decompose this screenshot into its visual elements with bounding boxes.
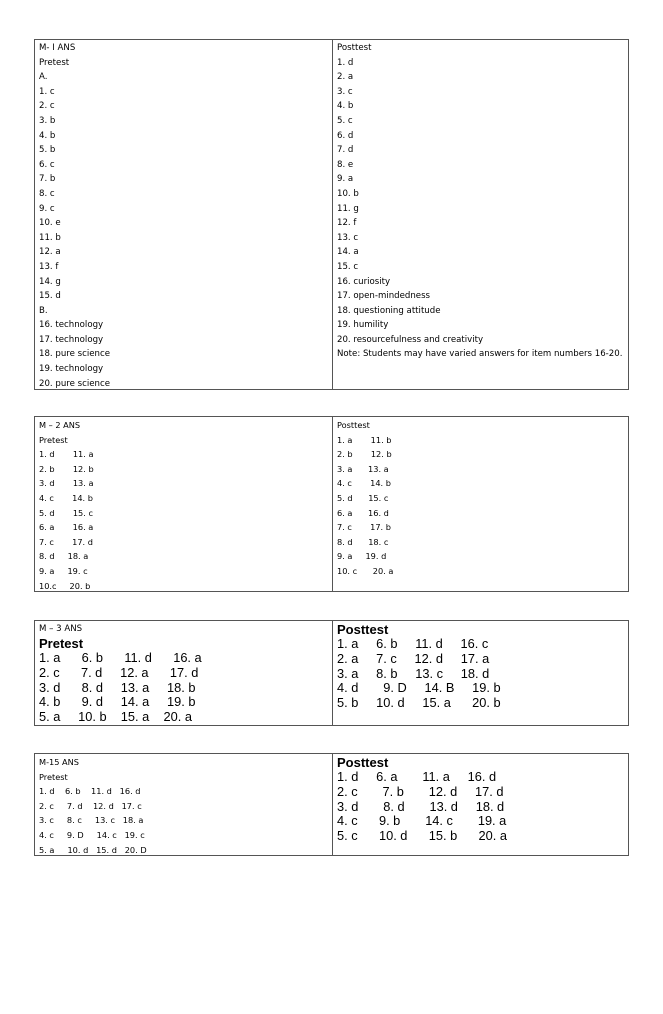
answer-line: 9. a xyxy=(337,174,354,185)
answer-line: 8. c xyxy=(39,188,55,199)
answer-line: 9. a 19. d xyxy=(337,551,387,562)
answer-line: 2. c 7. b 12. d 17. d xyxy=(337,783,504,799)
answer-line: 6. c xyxy=(39,159,55,170)
answer-line: 6. a 16. d xyxy=(337,507,389,518)
answer-line: 4. b xyxy=(337,101,354,112)
answer-line: 1. d 6. a 11. a 16. d xyxy=(337,769,497,784)
answer-line: 4. d 9. D 14. B 19. b xyxy=(337,680,501,696)
m15-posttest-column xyxy=(333,754,628,855)
answer-line: 5. a 10. b 15. a 20. a xyxy=(39,709,192,725)
m2-pretest-column xyxy=(35,417,333,591)
m1-posttest-label: Posttest xyxy=(337,43,372,53)
answer-line: 17. technology xyxy=(39,334,104,345)
answer-line: 1. d 11. a xyxy=(39,449,94,460)
m1-posttest-answers xyxy=(337,56,628,348)
answer-line: 10. b xyxy=(337,188,359,199)
answer-line: 10. e xyxy=(39,218,61,229)
answer-line: A. xyxy=(39,72,48,83)
answer-line: 4. b 9. d 14. a 19. b xyxy=(39,694,196,710)
answer-line: 2. a xyxy=(337,72,354,83)
answer-line: 1. d 6. b 11. d 16. d xyxy=(39,786,141,797)
m3-posttest-column xyxy=(333,621,628,725)
answer-key-m1 xyxy=(34,39,629,390)
m3-posttest-label: Posttest xyxy=(337,622,389,637)
answer-line: 1. d xyxy=(337,57,354,68)
answer-line: 12. a xyxy=(39,247,61,258)
answer-line: 2. c 7. d 12. a 17. d xyxy=(39,664,199,680)
m15-title: M-15 ANS xyxy=(39,757,79,767)
m1-pretest-answers xyxy=(39,70,332,391)
answer-line: 4. c 14. b xyxy=(39,492,93,503)
m2-posttest-label: Posttest xyxy=(337,420,370,430)
m15-posttest-label: Posttest xyxy=(337,755,389,770)
answer-line: 10.c 20. b xyxy=(39,580,91,591)
answer-line: 3. c xyxy=(337,86,353,97)
answer-line: 14. a xyxy=(337,247,359,258)
m2-title: M – 2 ANS xyxy=(39,420,81,430)
m15-pretest-column xyxy=(35,754,333,855)
answer-line: 11. g xyxy=(337,203,359,214)
answer-line: 5. a 10. d 15. d 20. D xyxy=(39,844,147,855)
answer-line: 20. resourcefulness and creativity xyxy=(337,334,484,345)
answer-line: 18. pure science xyxy=(39,349,110,360)
answer-line: 2. b 12. b xyxy=(39,463,94,474)
m1-pretest-column xyxy=(35,40,333,389)
answer-line: 5. c xyxy=(337,115,353,126)
answer-line: 2. a 7. c 12. d 17. a xyxy=(337,650,490,666)
m2-pretest-label: Pretest xyxy=(39,434,68,445)
answer-line: 8. d 18. c xyxy=(337,536,389,547)
answer-line: 3. c 8. c 13. c 18. a xyxy=(39,815,144,826)
answer-line: 13. f xyxy=(39,261,59,272)
answer-line: 8. d 18. a xyxy=(39,551,89,562)
answer-line: 2. c 7. d 12. d 17. c xyxy=(39,800,142,811)
m2-posttest-column xyxy=(333,417,628,591)
answer-line: 1. a 11. b xyxy=(337,434,392,445)
answer-line: 8. e xyxy=(337,159,354,170)
answer-line: 14. g xyxy=(39,276,61,287)
answer-line: 10. c 20. a xyxy=(337,565,394,576)
answer-line: 19. technology xyxy=(39,364,104,375)
answer-line: 4. b xyxy=(39,130,56,141)
answer-line: 4. c 14. b xyxy=(337,478,391,489)
m1-pretest-label: Pretest xyxy=(39,57,70,68)
answer-line: 3. d 8. d 13. a 18. b xyxy=(39,679,196,695)
m1-title: M- I ANS xyxy=(39,43,76,53)
m1-note: Note: Students may have varied answers for item numbers 16-20. xyxy=(337,349,623,360)
answer-line: 3. a 13. a xyxy=(337,463,389,474)
answer-line: 15. c xyxy=(337,261,359,272)
answer-line: 9. c xyxy=(39,203,55,214)
answer-line: 5. d 15. c xyxy=(39,507,93,518)
m3-pretest-column xyxy=(35,621,333,725)
answer-line: 6. d xyxy=(337,130,354,141)
answer-line: 19. humility xyxy=(337,320,389,331)
answer-line: 7. d xyxy=(337,145,354,156)
answer-line: 18. questioning attitude xyxy=(337,305,441,316)
answer-line: 11. b xyxy=(39,232,61,243)
answer-key-m15 xyxy=(34,753,629,856)
m15-posttest-answers xyxy=(337,770,628,844)
answer-line: 2. b 12. b xyxy=(337,449,392,460)
answer-line: 15. d xyxy=(39,291,61,302)
m3-posttest-answers xyxy=(337,637,628,711)
m2-posttest-answers xyxy=(337,433,628,579)
answer-line: 7. c 17. d xyxy=(39,536,93,547)
answer-line: 3. d 13. a xyxy=(39,478,94,489)
answer-line: 12. f xyxy=(337,218,357,229)
answer-line: 1. c xyxy=(39,86,55,97)
answer-key-m3 xyxy=(34,620,629,726)
answer-line: 17. open-mindedness xyxy=(337,291,431,302)
answer-line: 20. pure science xyxy=(39,378,110,389)
answer-line: 3. d 8. d 13. d 18. d xyxy=(337,798,505,814)
answer-line: 7. b xyxy=(39,174,56,185)
answer-line: 3. b xyxy=(39,115,56,126)
m2-pretest-answers xyxy=(39,447,332,593)
answer-line: 16. curiosity xyxy=(337,276,391,287)
m3-pretest-answers xyxy=(39,651,332,725)
answer-line: 1. a 6. b 11. d 16. a xyxy=(39,650,202,665)
answer-key-m2 xyxy=(34,416,629,592)
answer-line: 7. c 17. b xyxy=(337,522,391,533)
m15-pretest-answers xyxy=(39,784,332,857)
answer-line: 4. c 9. D 14. c 19. c xyxy=(39,829,145,840)
answer-line: 4. c 9. b 14. c 19. a xyxy=(337,813,507,829)
answer-line: 1. a 6. b 11. d 16. c xyxy=(337,636,489,651)
m1-posttest-column xyxy=(333,40,628,389)
answer-line: 5. d 15. c xyxy=(337,492,389,503)
answer-line: 6. a 16. a xyxy=(39,522,94,533)
answer-line: 2. c xyxy=(39,101,55,112)
m15-pretest-label: Pretest xyxy=(39,771,68,782)
m3-pretest-label: Pretest xyxy=(39,636,84,651)
answer-line: 16. technology xyxy=(39,320,104,331)
answer-line: 5. b 10. d 15. a 20. b xyxy=(337,695,501,711)
answer-line: 5. b xyxy=(39,145,56,156)
answer-line: 9. a 19. c xyxy=(39,565,88,576)
answer-line: 3. a 8. b 13. c 18. d xyxy=(337,665,490,681)
m3-title: M – 3 ANS xyxy=(39,624,83,634)
answer-line: 13. c xyxy=(337,232,359,243)
answer-line: B. xyxy=(39,305,48,316)
answer-line: 5. c 10. d 15. b 20. a xyxy=(337,828,508,844)
